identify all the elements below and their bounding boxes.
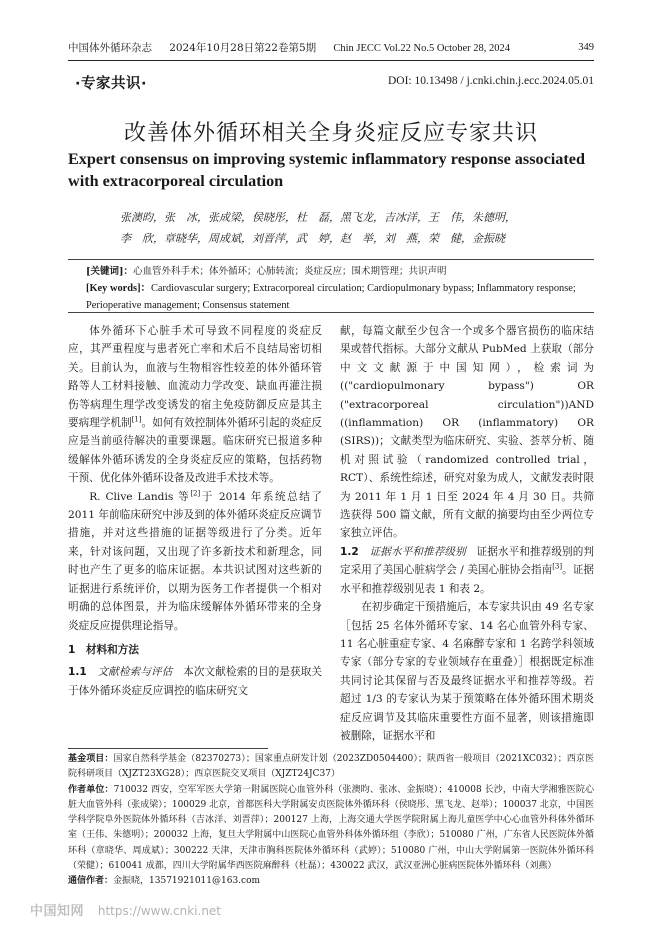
body-column-right bbox=[340, 322, 594, 745]
section-heading-1: 1 材料和方法 bbox=[68, 643, 139, 656]
footnotes bbox=[68, 752, 594, 890]
cnki-watermark bbox=[30, 900, 221, 918]
paragraph-landis: R. Clive Landis 等[2]于 2014 年系统总结了 2011 年前临床研究中涉及到的体外循环炎症反应调节措施，并对这些措施的证据等级进行了分类。近年来，针对该问题，又出现了许多新技术和新理念，同时也产生了更多的临床证据。本共识试图对这些新的证据进行系统评价，以期为医务工作者提供一个相对明确的总体图景，并为临床缓解体外循环带来的全身炎症反应提供理论指导。 bbox=[68, 489, 322, 632]
keywords-zh-label: [关键词]： bbox=[86, 266, 133, 277]
citation-ref[interactable]: [1] bbox=[131, 415, 142, 424]
subsection-1-2: 1.2 证据水平和推荐级别 证据水平和推荐级别的判定采用了美国心脏病学会 / 美国心脏协会指南[3]。证据水平和推荐级别见表 1 和表 2。 bbox=[340, 545, 595, 595]
keywords-en-label: [Key words]： bbox=[86, 283, 151, 294]
header-rule bbox=[68, 60, 594, 61]
author-line-1: 张澳昀，张 冰，张成梁，侯晓彤，杜 磊，黑飞龙，吉冰洋，王 伟，朱德明， bbox=[120, 211, 516, 224]
issue-date-en: Chin JECC Vol.22 No.5 October 28, 2024 bbox=[333, 43, 511, 54]
keywords-en bbox=[86, 280, 594, 314]
footnote-correspondence: 通信作者：金振晓，13571921011@163.com bbox=[68, 876, 261, 887]
issue-date-zh: 2024年10月28日第22卷第5期 bbox=[169, 42, 317, 54]
paragraph-search: 献，每篇文献至少包含一个或多个器官损伤的临床结果或替代指标。大部分文献从 PubMed 上获取（部分中文文献源于中国知网），检索词为 (("cardiopulmonary bypass") OR ("extracorporeal circulation"))AND ((inflammation) OR (inflammatory) OR (SIRS))；文献类型为临床研究、实验、荟萃分析、随机对照试验（randomized controlled trial，RCT）、系统性综述，研究对象为成人，文献发表时限为 2011 年 1 月 1 日至 2024 年 4 月 30 日。共筛选获得 500 篇文献，所有文献的摘要均由至少两位专家独立评估。 bbox=[340, 325, 594, 540]
citation-ref[interactable]: [3] bbox=[552, 562, 563, 571]
author-line-2: 李 欣，章晓华，周成斌，刘晋萍，武 婷，赵 举，刘 燕，荣 健，金振晓 bbox=[120, 232, 505, 245]
running-header-left bbox=[68, 40, 510, 57]
running-header bbox=[68, 40, 594, 56]
column-label: ·专家共识· bbox=[75, 76, 148, 92]
page-number: 349 bbox=[578, 42, 594, 53]
footnote-rule bbox=[68, 748, 268, 749]
title-en: Expert consensus on improving systemic inflammatory response associated with extracorporeal circulation bbox=[68, 150, 585, 190]
subsection-1-1: 1.1 文献检索与评估 本次文献检索的目的是获取关于体外循环炎症反应调控的临床研究文 bbox=[68, 666, 323, 697]
body-column-left bbox=[68, 322, 322, 700]
keywords-zh bbox=[86, 263, 594, 280]
keywords-zh-text: 心血管外科手术；体外循环；心肺转流；炎症反应；围术期管理；共识声明 bbox=[133, 266, 447, 277]
paragraph-experts: 在初步确定干预措施后，本专家共识由 49 名专家［包括 25 名体外循环专家、14 名心血管外科专家、11 名心脏重症专家、4 名麻醉专家和 1 名跨学科领域专家（部分专家的专业领域存在重叠）］根据既定标准共同讨论其保留与否及最终证据水平和推荐等级。若超过 1/3 的专家认为某于预策略在体外循环围术期炎症反应调节及其临床重要性方面不显著，则该措施即被删除，证据水平和 bbox=[340, 601, 594, 742]
footnote-fund: 基金项目：国家自然科学基金（82370273）；国家重点研发计划（2023ZD0504400）；陕西省一般项目（2021XC032）；西京医院科研项目（XJZT23XG28）；西京医院交叉项目（XJZT24JC37） bbox=[68, 754, 594, 780]
keywords-en-text: Cardiovascular surgery; Extracorporeal circulation; Cardiopulmonary bypass; Inflammatory response; Perioperative management; Consensus statement bbox=[86, 283, 576, 311]
keywords-block bbox=[86, 263, 594, 314]
journal-name: 中国体外循环杂志 bbox=[68, 42, 152, 54]
doi: DOI: 10.13498 / j.cnki.chin.j.ecc.2024.05.01 bbox=[387, 75, 594, 87]
author-list bbox=[120, 207, 550, 249]
cnki-logo: 中国知网 bbox=[30, 904, 85, 919]
citation-ref[interactable]: [2] bbox=[190, 489, 201, 498]
keywords-rule-top bbox=[68, 259, 594, 260]
title-zh: 改善体外循环相关全身炎症反应专家共识 bbox=[123, 121, 538, 146]
keywords-rule-bottom bbox=[68, 312, 594, 313]
footnote-affiliations: 作者单位：710032 西安，空军军医大学第一附属医院心血管外科（张澳昀、张冰、金振晓）；410008 长沙，中南大学湘雅医院心脏大血管外科（张成梁）；100029 北京，首都医科大学附属安贞医院体外循环科（侯晓彤、黑飞龙、赵举）；100037 北京，中国医学科学院阜外医院体外循环科（吉冰洋、刘晋萍）；200127 上海，上海交通大学医学院附属上海儿童医学中心心血管外科体外循环室（王伟、朱德明）；200032 上海，复旦大学附属中山医院心血管外科体外循环组（李欣）；510080 广州，广东省人民医院体外循环科（章晓华、周成斌）；300222 天津，天津市胸科医院体外循环科（武婷）；510080 广州，中山大学附属第一医院体外循环科（荣健）；610041 成都，四川大学附属华西医院麻醉科（杜磊）；430022 武汉，武汉亚洲心脏病医院体外循环科（刘燕） bbox=[68, 784, 594, 872]
cnki-url[interactable]: https://www.cnki.net bbox=[97, 904, 222, 918]
paragraph-intro: 体外循环下心脏手术可导致不同程度的炎症反应，其严重程度与患者死亡率和术后不良结局密切相关。目前认为，血液与生物相容性较差的体外循环管路等人工材料接触、血流动力学改变、缺血再灌注损伤等病理生理学改变诱发的宿主免疫防御反应是其主要病理学机制[1]。如何有效控制体外循环引起的炎症反应是当前亟待解决的重要课题。临床研究已报道多种缓解体外循环诱发的全身炎症反应的策略，包括药物干预、优化体外循环设备及改进手术技术等。 bbox=[68, 325, 323, 485]
